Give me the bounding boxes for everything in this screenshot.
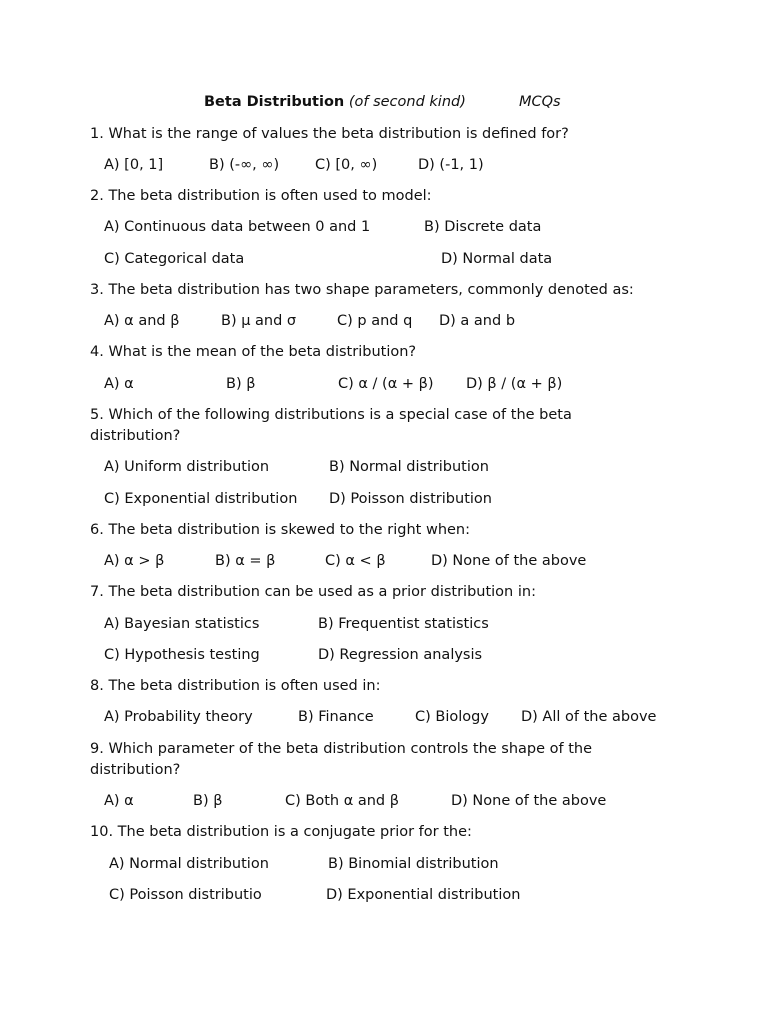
q10-option-b: B) Binomial distribution xyxy=(328,856,499,872)
q3-option-d: D) a and b xyxy=(439,313,516,329)
q2-option-c: C) Categorical data xyxy=(104,251,245,267)
q3-option-b: B) μ and σ xyxy=(221,313,297,329)
q5-option-c: C) Exponential distribution xyxy=(104,491,298,507)
q6-option-c: C) α < β xyxy=(325,553,386,569)
q8-option-a: A) Probability theory xyxy=(104,709,253,725)
question-4-text: 4. What is the mean of the beta distribution? xyxy=(90,344,417,360)
question-2-text: 2. The beta distribution is often used to model: xyxy=(90,188,432,204)
q10-option-c: C) Poisson distributio xyxy=(109,887,262,903)
q10-option-d: D) Exponential distribution xyxy=(326,887,521,903)
q4-option-a: A) α xyxy=(104,376,134,392)
q8-option-c: C) Biology xyxy=(415,709,489,725)
q1-option-c: C) [0, ∞) xyxy=(315,157,378,173)
q5-option-b: B) Normal distribution xyxy=(329,459,489,475)
page-title xyxy=(204,92,466,112)
q9-option-a: A) α xyxy=(104,793,134,809)
question-10-text: 10. The beta distribution is a conjugate prior for the: xyxy=(90,824,472,840)
q5-option-d: D) Poisson distribution xyxy=(329,491,492,507)
question-5-text-line1: 5. Which of the following distributions is a special case of the beta xyxy=(90,407,572,423)
question-9-text-line1: 9. Which parameter of the beta distribution controls the shape of the xyxy=(90,741,593,757)
q6-option-b: B) α = β xyxy=(215,553,276,569)
q1-option-d: D) (-1, 1) xyxy=(418,157,484,173)
q4-option-b: B) β xyxy=(226,376,256,392)
q7-option-c: C) Hypothesis testing xyxy=(104,647,260,663)
q2-option-d: D) Normal data xyxy=(441,251,553,267)
q9-option-b: B) β xyxy=(193,793,223,809)
q4-option-c: C) α / (α + β) xyxy=(338,376,434,392)
question-9-text-line2: distribution? xyxy=(90,762,181,778)
q6-option-d: D) None of the above xyxy=(431,553,587,569)
q9-option-d: D) None of the above xyxy=(451,793,607,809)
q5-option-a: A) Uniform distribution xyxy=(104,459,270,475)
q2-option-b: B) Discrete data xyxy=(424,219,542,235)
q7-option-d: D) Regression analysis xyxy=(318,647,483,663)
q7-option-b: B) Frequentist statistics xyxy=(318,616,489,632)
title-main: Beta Distribution xyxy=(204,94,345,110)
question-1-text: 1. What is the range of values the beta distribution is defined for? xyxy=(90,126,569,142)
q8-option-b: B) Finance xyxy=(298,709,374,725)
q2-option-a: A) Continuous data between 0 and 1 xyxy=(104,219,371,235)
title-tag: MCQs xyxy=(519,94,561,110)
question-8-text: 8. The beta distribution is often used in: xyxy=(90,678,381,694)
q9-option-c: C) Both α and β xyxy=(285,793,400,809)
question-3-text: 3. The beta distribution has two shape parameters, commonly denoted as: xyxy=(90,282,634,298)
q8-option-d: D) All of the above xyxy=(521,709,657,725)
q10-option-a: A) Normal distribution xyxy=(109,856,269,872)
q3-option-a: A) α and β xyxy=(104,313,180,329)
title-sub: (of second kind) xyxy=(348,94,466,110)
q3-option-c: C) p and q xyxy=(337,313,413,329)
q1-option-b: B) (-∞, ∞) xyxy=(209,157,280,173)
q7-option-a: A) Bayesian statistics xyxy=(104,616,260,632)
question-5-text-line2: distribution? xyxy=(90,428,181,444)
q1-option-a: A) [0, 1] xyxy=(104,157,164,173)
q4-option-d: D) β / (α + β) xyxy=(466,376,563,392)
question-6-text: 6. The beta distribution is skewed to the right when: xyxy=(90,522,471,538)
question-7-text: 7. The beta distribution can be used as a prior distribution in: xyxy=(90,584,536,600)
q6-option-a: A) α > β xyxy=(104,553,165,569)
